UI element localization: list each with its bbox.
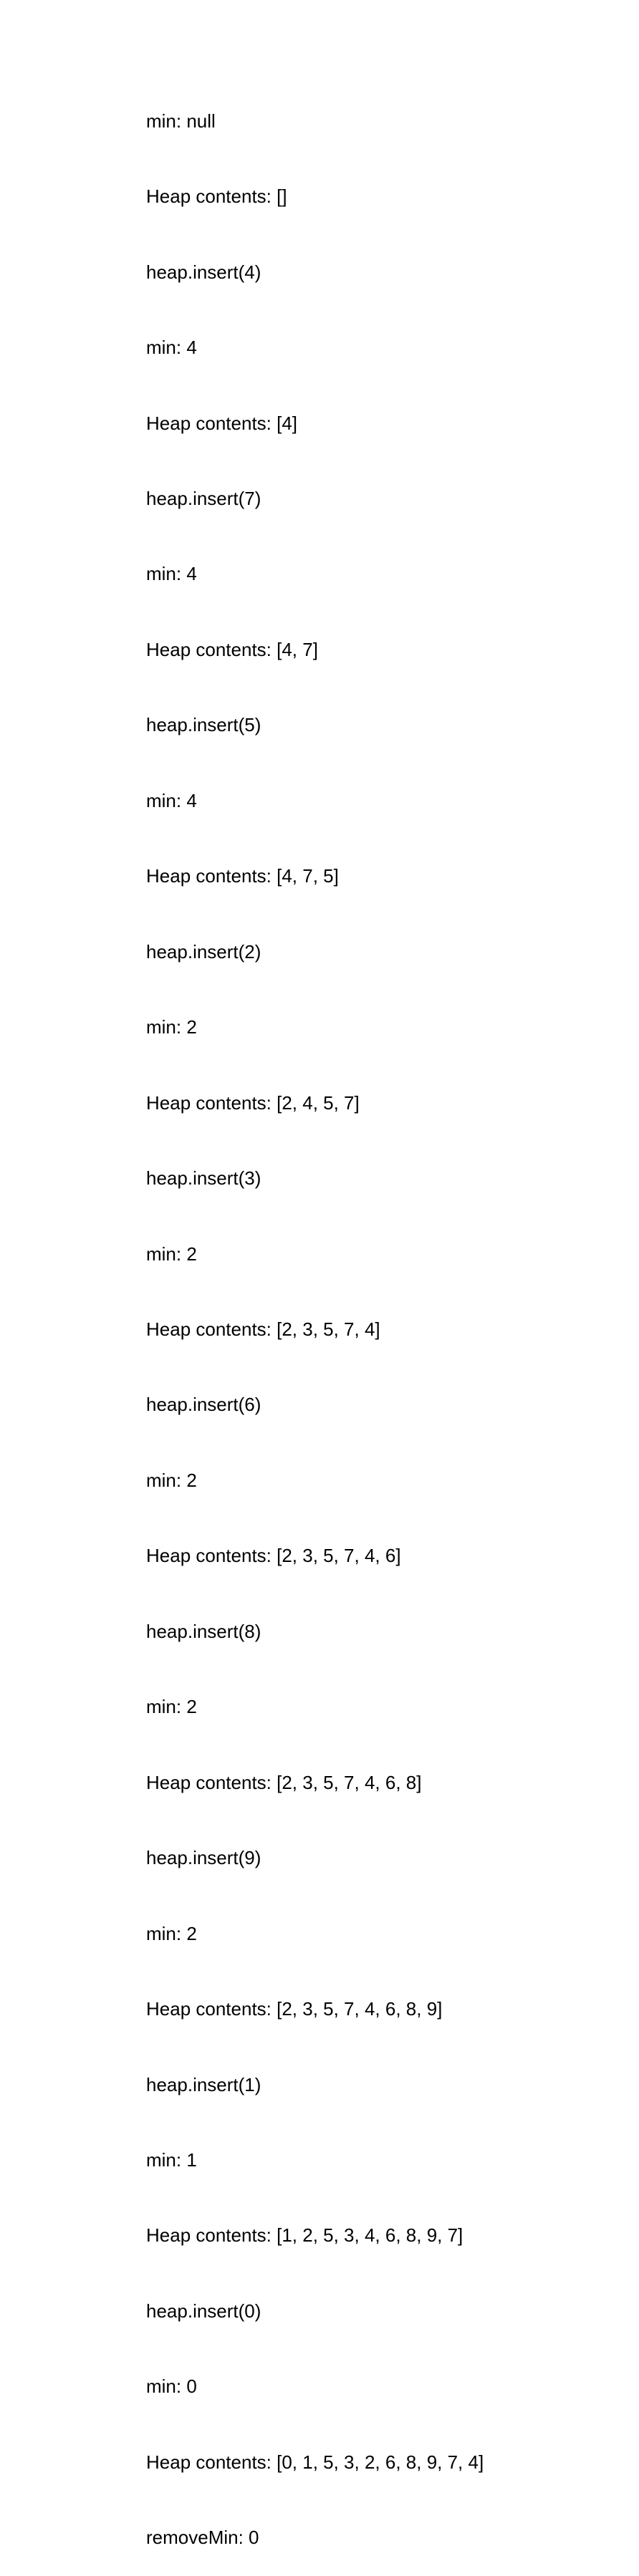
output-line-insert: heap.insert(5) [146,714,261,736]
output-line-heap-contents: Heap contents: [2, 3, 5, 7, 4, 6, 8] [146,1771,422,1793]
output-line-min: min: 2 [146,1243,197,1265]
output-line-heap-contents: Heap contents: [] [146,185,287,208]
output-line-min: min: 4 [146,337,197,359]
output-line-min: min: 1 [146,2149,197,2171]
output-line-insert: heap.insert(7) [146,488,261,510]
output-line-heap-contents: Heap contents: [2, 3, 5, 7, 4, 6] [146,1545,401,1567]
output-line-insert: heap.insert(8) [146,1620,261,1642]
output-line-heap-contents: Heap contents: [4, 7] [146,638,318,660]
output-line-heap-contents: Heap contents: [4] [146,412,298,434]
output-line-insert: heap.insert(1) [146,2073,261,2095]
output-line-insert: heap.insert(9) [146,1847,261,1869]
output-line-heap-contents: Heap contents: [4, 7, 5] [146,865,339,887]
output-line-heap-contents: Heap contents: [2, 3, 5, 7, 4, 6, 8, 9] [146,1998,443,2020]
output-line-min: min: 2 [146,1016,197,1038]
output-line-heap-contents: Heap contents: [1, 2, 5, 3, 4, 6, 8, 9, 7] [146,2224,463,2247]
output-line-min: min: 2 [146,1922,197,1944]
output-line-heap-contents: Heap contents: [0, 1, 5, 3, 2, 6, 8, 9, 7, 4] [146,2451,484,2473]
output-line-insert: heap.insert(3) [146,1167,261,1190]
output-line-insert: heap.insert(2) [146,940,261,963]
output-line-insert: heap.insert(0) [146,2300,261,2322]
output-line-insert: heap.insert(4) [146,261,261,283]
output-line-min: min: 2 [146,1469,197,1491]
output-line-insert: heap.insert(6) [146,1394,261,1416]
output-line-remove-min: removeMin: 0 [146,2527,259,2549]
output-line-heap-contents: Heap contents: [2, 4, 5, 7] [146,1091,360,1114]
output-line-heap-contents: Heap contents: [2, 3, 5, 7, 4] [146,1318,380,1341]
console-output [146,0,484,2576]
output-line-min: min: 4 [146,563,197,585]
output-line-min: min: 4 [146,789,197,811]
output-line-min: min: 2 [146,1696,197,1718]
clipped-top-line [146,33,484,58]
output-line-min: min: 0 [146,2375,197,2398]
output-line-min: min: null [146,110,216,132]
